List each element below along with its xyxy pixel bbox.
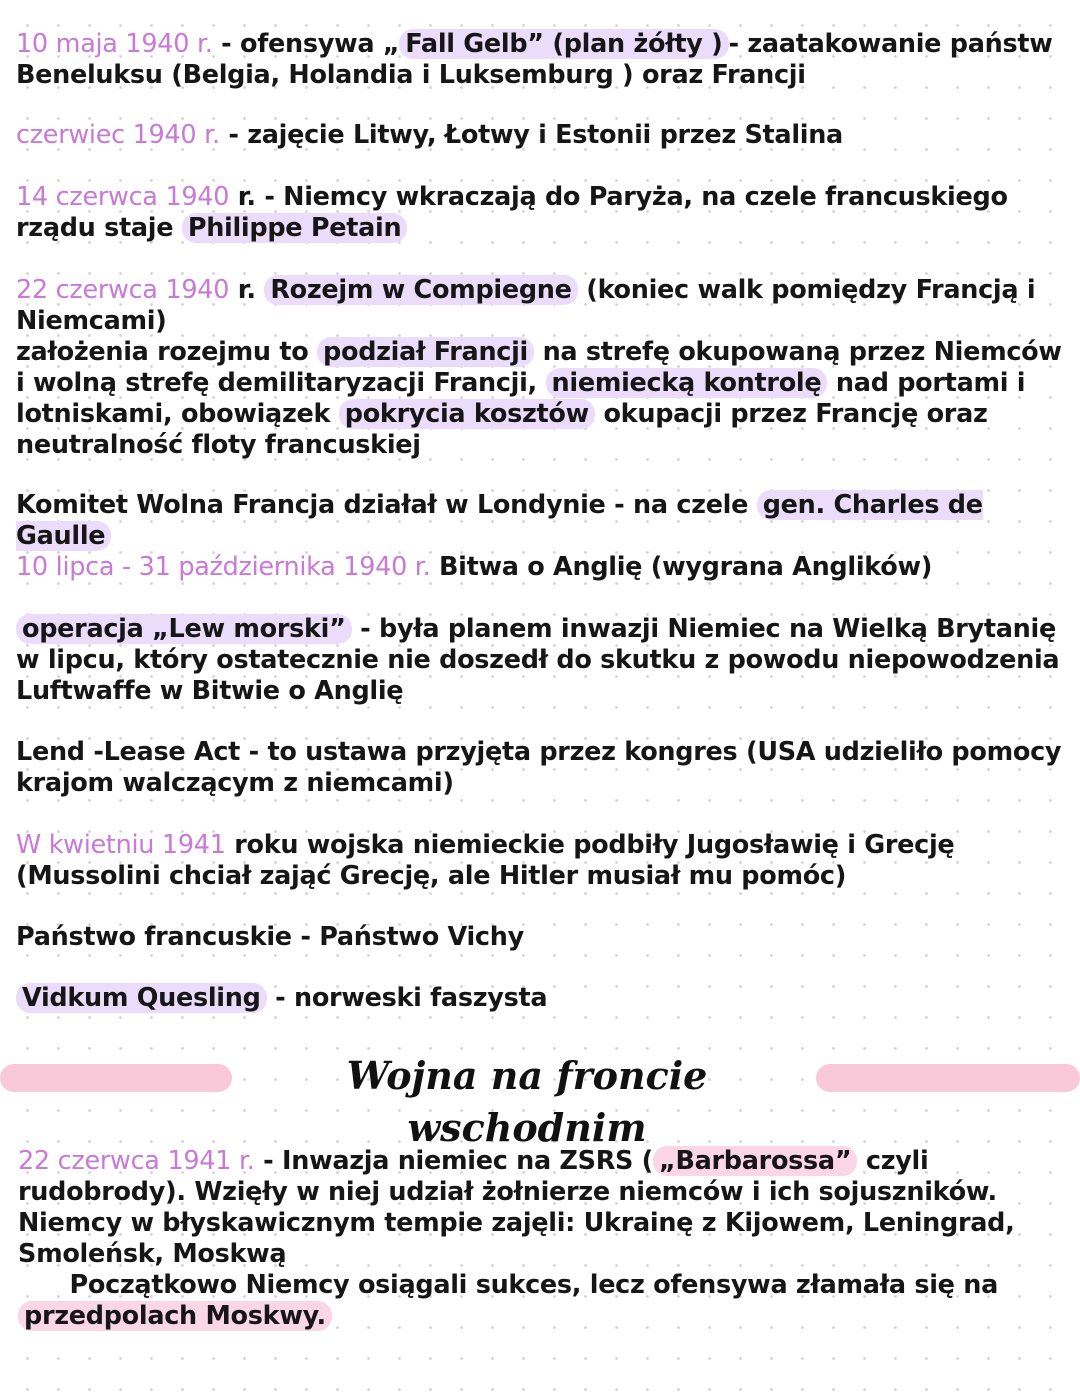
entry-text: na strefę okupowaną przez Niemców i wolną strefę demilitaryzacji Francji,: [16, 337, 1062, 398]
entry-text: (koniec walk pomiędzy Francją i Niemcami): [16, 275, 1036, 336]
note-entry-sea-lion: [16, 614, 1066, 707]
section-heading: [0, 1050, 1080, 1150]
entry-date: 22 czerwca 1940: [16, 275, 230, 305]
note-entry-fall-gelb: [16, 29, 1066, 91]
note-entry-paris: [16, 182, 1066, 244]
entry-date: 14 czerwca 1940: [16, 182, 230, 212]
entry-text: - zajęcie Litwy, Łotwy i Estonii przez Stalina: [219, 120, 843, 150]
entry-text: Początkowo Niemcy osiągali sukces, lecz ofensywa złamała się na: [35, 1270, 1007, 1300]
entry-text: - ofensywa „: [212, 29, 400, 59]
entry-date: 22 czerwca 1941 r.: [18, 1146, 255, 1176]
entry-text: - norweski faszysta: [266, 983, 548, 1013]
note-entry-battle-of-britain: [16, 552, 1066, 583]
highlight-term: podział Francji: [317, 337, 534, 367]
entry-text: roku wojska niemieckie podbiły Jugosławię i Grecję (Mussolini chciał zająć Grecję, ale Hitler musiał mu pomóc): [16, 830, 955, 891]
highlight-term: niemiecką kontrolę: [546, 368, 828, 398]
entry-text: r.: [229, 275, 265, 305]
note-entry-lend-lease: [16, 737, 1066, 799]
note-entry-vichy: [16, 922, 1066, 953]
entry-text: Komitet Wolna Francja działał w Londynie - na czele: [16, 490, 757, 520]
note-entry-free-france: [16, 490, 1066, 552]
entry-text: r. - Niemcy wkraczają do Paryża, na czele francuskiego rządu staje: [16, 182, 1008, 243]
entry-text: - zaatakowanie państw Beneluksu (Belgia, Holandia i Luksemburg ) oraz Francji: [16, 29, 1053, 90]
highlight-term: gen. Charles de Gaulle: [16, 490, 983, 551]
highlight-term: Rozejm w Compiegne: [264, 275, 577, 305]
note-entry-compiegne: [16, 275, 1066, 337]
entry-text: Lend -Lease Act - to ustawa przyjęta przez kongres (USA udzieliło pomocy krajom walczącym z niemcami): [16, 737, 1062, 798]
entry-text: nad portami i lotniskami, obowiązek: [16, 368, 1026, 429]
note-entry-quisling: [16, 983, 1066, 1014]
entry-text: czyli rudobrody). Wzięły w niej udział żołnierze niemców i ich sojuszników. Niemcy w błyskawicznym tempie zajęli: Ukrainę z Kijowem, Leningrad, Smoleńsk, Moskwą: [18, 1146, 1015, 1269]
entry-date: W kwietniu 1941: [16, 830, 226, 860]
entry-text: okupacji przez Francję oraz neutralność floty francuskiej: [16, 399, 988, 460]
highlight-term: Fall Gelb” (plan żółty ): [399, 29, 728, 59]
heading-decoration-bar: [0, 1064, 232, 1092]
entry-text: założenia rozejmu to: [16, 337, 318, 367]
section-title: Wojna na froncie wschodnim: [346, 1053, 708, 1150]
entry-date: 10 lipca - 31 października 1940 r.: [16, 552, 431, 582]
entry-text: - Inwazja niemiec na ZSRS (: [254, 1146, 654, 1176]
note-entry-moscow: [18, 1239, 1068, 1332]
entry-text: - była planem inwazji Niemiec na Wielką Brytanię w lipcu, który ostatecznie nie doszedł do skutku z powodu niepowodzenia Luftwaffe w Bitwie o Anglię: [16, 614, 1060, 706]
highlight-term: Vidkum Quesling: [16, 983, 267, 1013]
highlight-term: pokrycia kosztów: [339, 399, 595, 429]
highlight-term: przedpolach Moskwy.: [18, 1301, 332, 1331]
entry-text: Bitwa o Anglię (wygrana Anglików): [430, 552, 933, 582]
entry-date: czerwiec 1940 r.: [16, 120, 220, 150]
highlight-term: „Barbarossa”: [653, 1146, 857, 1176]
highlight-term: operacja „Lew morski”: [16, 614, 352, 644]
entry-text: Państwo francuskie - Państwo Vichy: [16, 922, 524, 952]
note-entry-armistice-terms: [16, 337, 1066, 461]
entry-date: 10 maja 1940 r.: [16, 29, 213, 59]
note-entry-balkans: [16, 830, 1066, 892]
note-entry-baltic-occupation: [16, 120, 1066, 151]
heading-decoration-bar: [816, 1064, 1080, 1092]
highlight-term: Philippe Petain: [182, 213, 408, 243]
